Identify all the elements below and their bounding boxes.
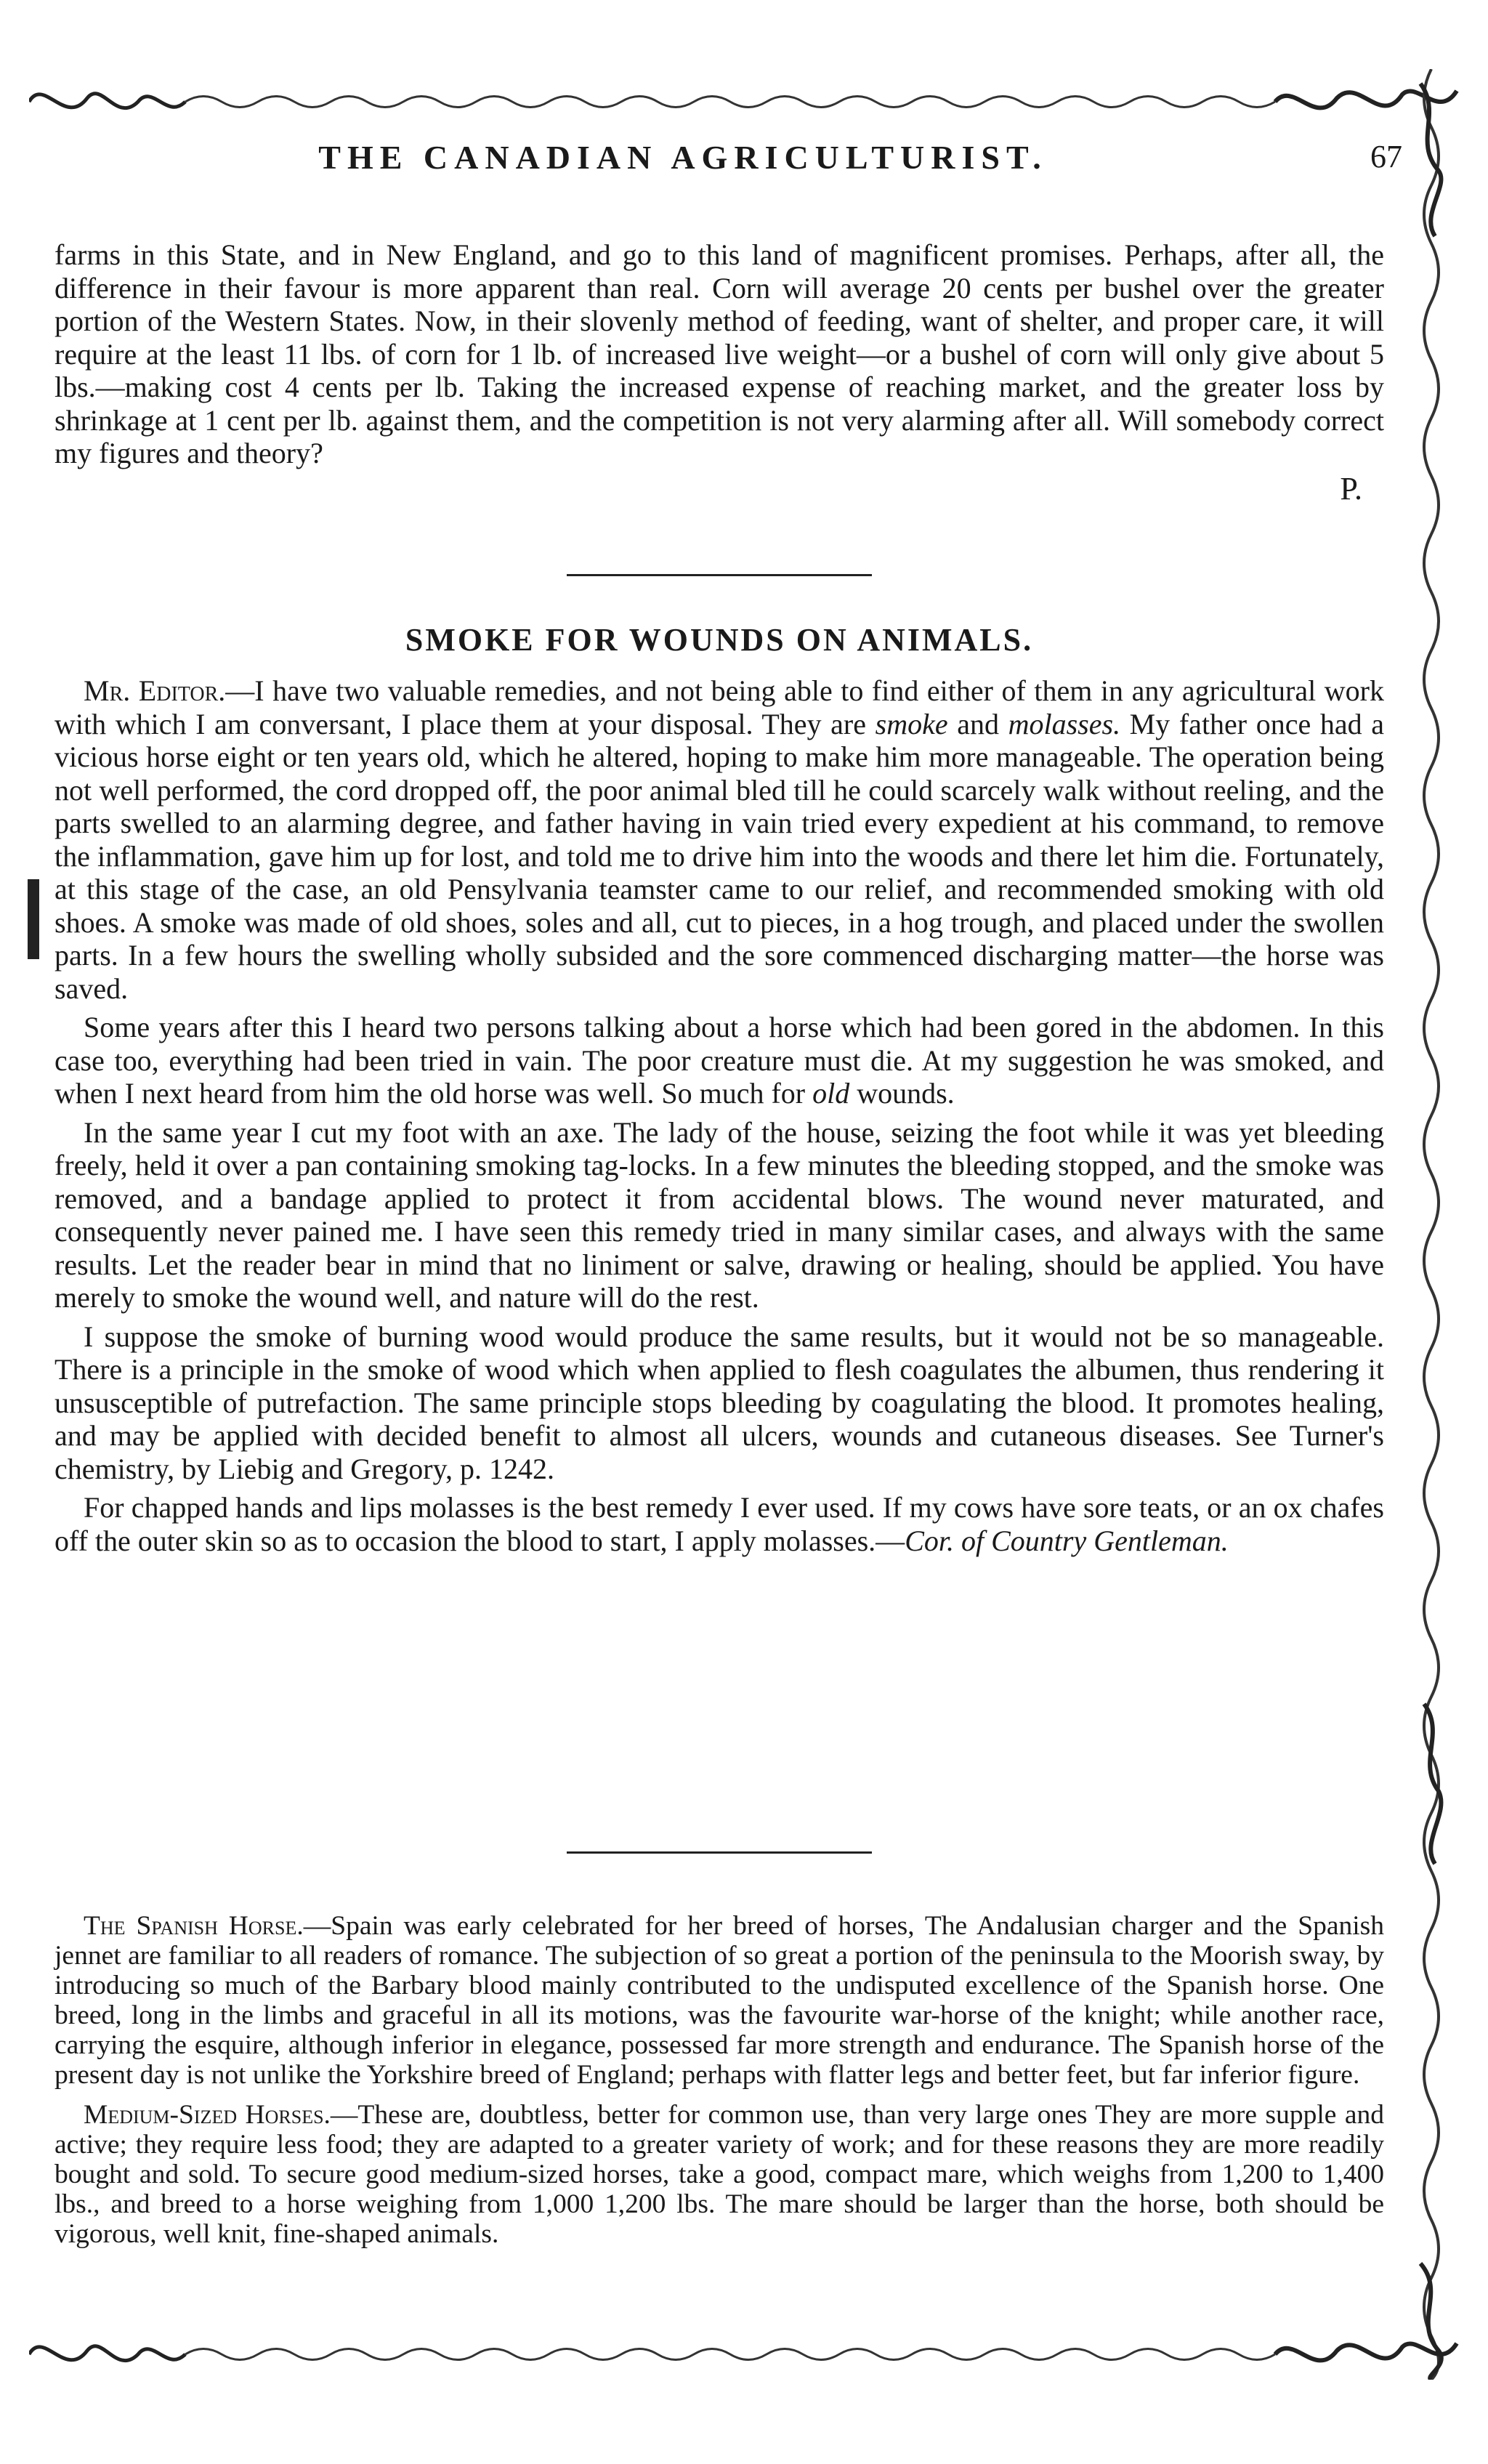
divider-1-wrap	[54, 574, 1384, 576]
bottom-ornamental-border	[29, 2322, 1460, 2387]
p2-text-b: wounds.	[849, 1077, 955, 1110]
p5-source: Cor. of Country Gentleman.	[905, 1524, 1229, 1557]
letter-paragraph: farms in this State, and in New England, and go to this land of magnificent promises. Perhaps, after all, the difference in their favour is more apparent than real. Corn will average 20 cents per bushel over the greater portion of the Western States. Now, in their slovenly method of feeding, want of shelter, and proper care, it will require at the least 11 lbs. of corn for 1 lb. of increased live weight—or a bushel of corn will only give about 5 lbs.—making cost 4 cents per lb. Taking the increased expense of reaching market, and the greater loss by shrinkage at 1 cent per lb. against them, and the competition is not very alarming after all. Will somebody correct my figures and theory?	[54, 238, 1384, 469]
section-divider	[567, 1851, 872, 1854]
p1-and: and	[947, 707, 1008, 740]
spanish-horse-paragraph	[54, 1911, 1384, 2090]
p2-old: old	[812, 1077, 850, 1110]
article-paragraph-1	[54, 674, 1384, 1005]
medium-horses-text: —These are, doubtless, better for common use, than very large ones They are more supple and active; they require less food; they are adapted to a greater variety of work; and for these reasons they are more readily bought and sold. To secure good medium-sized horses, take a good, compact mare, which weighs from 1,200 to 1,400 lbs., and breed to a horse weighing from 1,000 1,200 lbs. The mare should be larger than the horse, both should be vigorous, well knit, fine-shaped animals.	[54, 2100, 1384, 2249]
article-title: SMOKE FOR WOUNDS ON ANIMALS.	[405, 622, 1034, 658]
article-paragraph-4: I suppose the smoke of burning wood would produce the same results, but it would not be so manageable. There is a principle in the smoke of wood which when applied to flesh coagulates the albumen, thus rendering it unsusceptible of putrefaction. The same principle stops bleeding by coagulating the blood. It promotes healing, and may be applied with decided benefit to almost all ulcers, wounds and cutaneous diseases. See Turner's chemistry, by Liebig and Gregory, p. 1242.	[54, 1320, 1384, 1485]
p2-text-a: Some years after this I heard two persons talking about a horse which had been gored in the abdomen. In this case too, everything had been tried in vain. The poor creature must die. At my suggestion he was smoked, and when I next heard from him the old horse was well. So much for	[54, 1011, 1384, 1110]
top-ornamental-border	[29, 69, 1460, 134]
section-divider	[567, 574, 872, 576]
letter-continuation	[54, 238, 1384, 507]
p1-molasses: molasses.	[1008, 707, 1121, 740]
salutation: Mr. Editor.	[84, 674, 226, 707]
p1-smoke: smoke	[875, 707, 948, 740]
page-number: 67	[1370, 139, 1402, 174]
article-paragraph-5	[54, 1491, 1384, 1557]
running-title: THE CANADIAN AGRICULTURIST.	[318, 139, 1048, 176]
margin-marker	[28, 879, 39, 959]
spanish-horse-lead: The Spanish Horse.	[84, 1911, 304, 1941]
p5-text: For chapped hands and lips molasses is the best remedy I ever used. If my cows have sore teats, or an ox chafes off the outer skin so as to occasion the blood to start, I apply molasses.—	[54, 1491, 1384, 1557]
right-ornamental-border	[1406, 69, 1457, 2380]
medium-horses-paragraph	[54, 2100, 1384, 2249]
short-items	[54, 1911, 1384, 2249]
article-smoke	[54, 621, 1384, 1557]
spanish-horse-text: —Spain was early celebrated for her breed of horses, The Andalusian charger and the Spanish jennet are familiar to all readers of romance. The subjection of so great a portion of the peninsula to the Moorish sway, by introducing so much of the Barbary blood mainly contributed to the undisputed excellence of the Spanish horse. One breed, long in the limbs and graceful in all its motions, was the favourite war-horse of the knight; while another race, carrying the esquire, although inferior in elegance, possessed far more strength and endurance. The Spanish horse of the present day is not unlike the Yorkshire breed of England; perhaps with flatter legs and better feet, but far inferior figure.	[54, 1911, 1385, 2090]
letter-signature: P.	[1340, 470, 1362, 506]
article-paragraph-2	[54, 1011, 1384, 1110]
page-header	[44, 138, 1402, 182]
p1-text-a: —I have two valuable remedies, and not being able to find either of them in any agricultural work with which I am conversant, I place them at your disposal. They are	[54, 674, 1384, 740]
p1-text-b: My father once had a vicious horse eight or ten years old, which he altered, hoping to make him more manageable. The operation being not well performed, the cord dropped off, the poor animal bled till he could scarcely walk without reeling, and the parts swelled to an alarming degree, and father having in vain tried every expedient at his command, to remove the inflammation, gave him up for lost, and told me to drive him into the woods and there let him die. Fortunately, at this stage of the case, an old Pensylvania teamster came to our relief, and recommended smoking with old shoes. A smoke was made of old shoes, soles and all, cut to pieces, in a hog trough, and placed under the swollen parts. In a few hours the swelling wholly subsided and the sore commenced discharging matter—the horse was saved.	[54, 707, 1385, 1005]
medium-horses-lead: Medium-Sized Horses.	[84, 2100, 331, 2130]
divider-2-wrap	[54, 1851, 1384, 1854]
article-paragraph-3: In the same year I cut my foot with an axe. The lady of the house, seizing the foot while it was yet bleeding freely, held it over a pan containing smoking tag-locks. In a few minutes the bleeding stopped, and the smoke was removed, and a bandage applied to protect it from accidental blows. The wound never maturated, and consequently never pained me. I have seen this remedy tried in many similar cases, and always with the same results. Let the reader bear in mind that no liniment or salve, drawing or healing, should be applied. You have merely to smoke the wound well, and nature will do the rest.	[54, 1115, 1384, 1314]
